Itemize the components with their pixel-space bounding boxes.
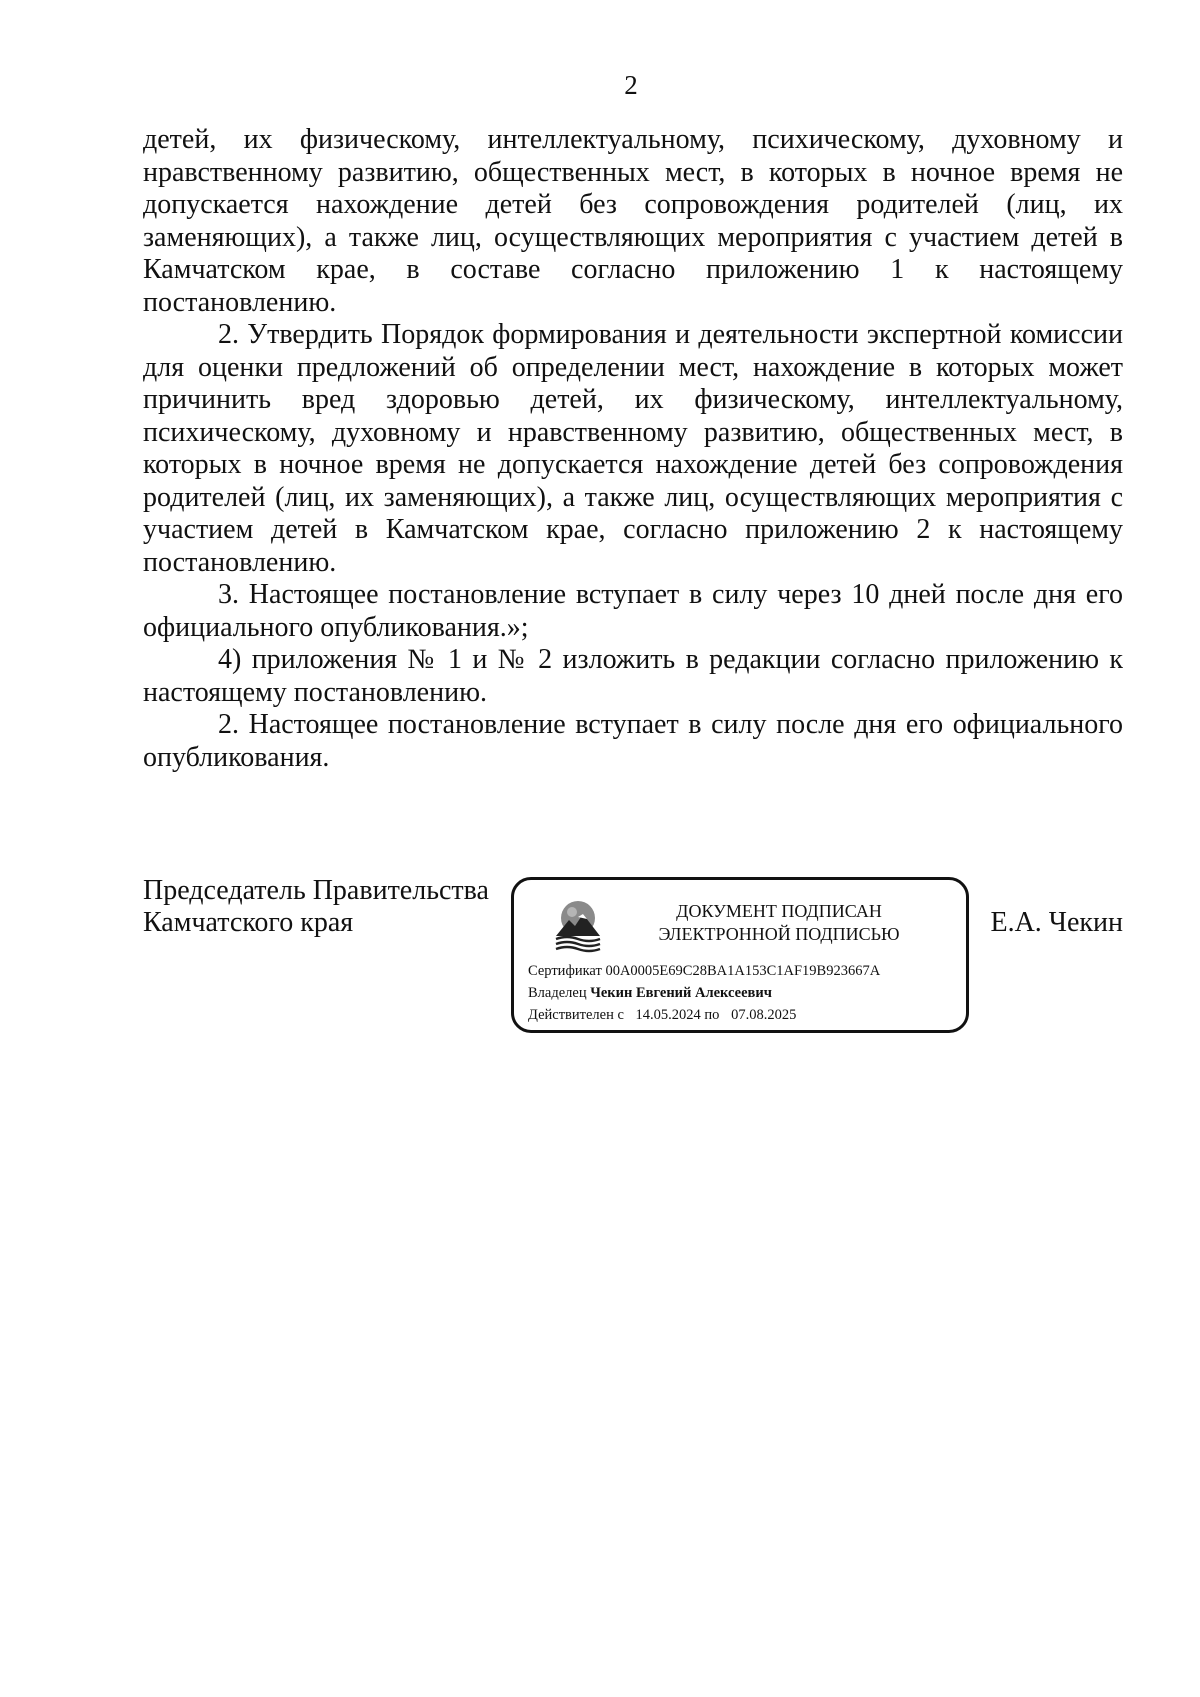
- paragraph-item-4: 4) приложения № 1 и № 2 изложить в редакции согласно приложению к настоящему постановлению.: [143, 644, 1123, 708]
- signatory-position: [143, 875, 489, 939]
- document-body: [143, 124, 1123, 774]
- stamp-details: [528, 960, 880, 1026]
- stamp-title-line1: ДОКУМЕНТ ПОДПИСАН: [676, 901, 882, 921]
- signatory-position-line1: Председатель Правительства: [143, 875, 489, 906]
- page-number: 2: [624, 70, 638, 100]
- validity-line: [528, 1004, 880, 1026]
- valid-to-label: по: [704, 1007, 720, 1023]
- kamchatka-emblem-icon: [552, 898, 604, 954]
- owner-value: Чекин Евгений Алексеевич: [590, 985, 772, 1001]
- certificate-line: [528, 960, 880, 982]
- owner-line: [528, 982, 880, 1004]
- certificate-label: Сертификат: [528, 963, 602, 979]
- paragraph-continuation: детей, их физическому, интеллектуальному, психическому, духовному и нравственному развитию, общественных мест, в которых в ночное время не допускается нахождение детей без сопровождения родителей (лиц, их заменяющих), а также лиц, осуществляющих мероприятия с участием детей в Камчатском крае, в составе согласно приложению 1 к настоящему постановлению.: [143, 124, 1123, 318]
- signatory-position-line2: Камчатского края: [143, 907, 354, 938]
- valid-to: 07.08.2025: [731, 1007, 797, 1023]
- signer-name: Е.А. Чекин: [990, 907, 1123, 938]
- stamp-title: [614, 900, 944, 946]
- certificate-value: 00A0005E69C28BA1A153C1AF19B923667A: [605, 963, 881, 979]
- paragraph-item-2: 2. Утвердить Порядок формирования и деятельности экспертной комиссии для оценки предложений об определении мест, нахождение в которых может причинить вред здоровью детей, их физическому, интеллектуальному, психическому, духовному и нравственному развитию, общественных мест, в которых в ночное время не допускается нахождение детей без сопровождения родителей (лиц, их заменяющих), а также лиц, осуществляющих мероприятия с участием детей в Камчатском крае, согласно приложению 2 к настоящему постановлению.: [143, 319, 1123, 578]
- electronic-signature-stamp: [511, 877, 969, 1033]
- valid-from: 14.05.2024: [635, 1007, 701, 1023]
- paragraph-effective-date: 2. Настоящее постановление вступает в силу после дня его официального опубликования.: [143, 709, 1123, 773]
- paragraph-item-3: 3. Настоящее постановление вступает в силу через 10 дней после дня его официального опубликования.»;: [143, 579, 1123, 643]
- stamp-title-line2: ЭЛЕКТРОННОЙ ПОДПИСЬЮ: [658, 924, 900, 944]
- valid-label: Действителен с: [528, 1007, 624, 1023]
- owner-label: Владелец: [528, 985, 587, 1001]
